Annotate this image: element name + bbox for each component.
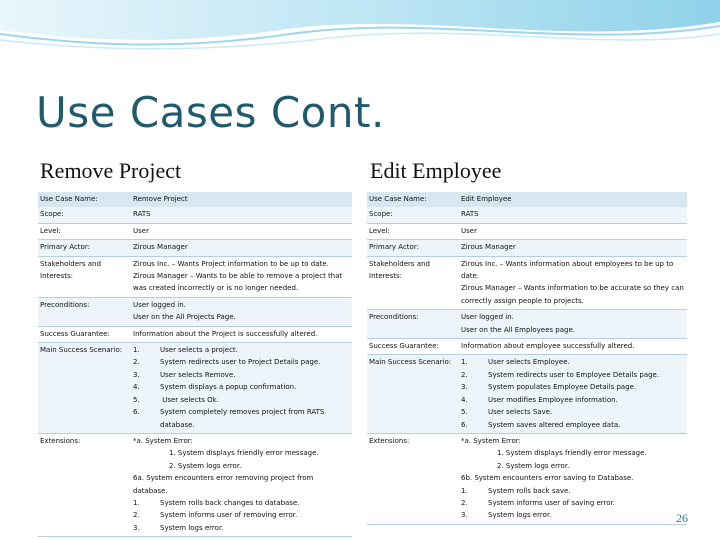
extension-step: 1. System rolls back save. <box>461 486 571 495</box>
page-number: 26 <box>676 511 688 525</box>
table-row <box>38 256 352 297</box>
field-value: User <box>131 223 352 239</box>
field-label: Extensions: <box>367 433 459 524</box>
field-value: Zirous Manager <box>459 240 687 256</box>
extension-step: 1. System displays friendly error message. <box>497 449 647 458</box>
field-label: Primary Actor: <box>367 240 459 256</box>
field-label: Preconditions: <box>38 297 131 326</box>
scenario-step: 6. System saves altered employee data. <box>461 420 621 429</box>
extension-step: 3. System logs error. <box>461 511 552 520</box>
field-label: Success Guarantee: <box>367 339 459 355</box>
stakeholder-text: Zirous Manager – Wants to be able to remove a project that was created incorrectly or is no longer needed. <box>133 272 343 293</box>
table-row <box>367 433 687 524</box>
field-label: Success Guarantee: <box>38 326 131 342</box>
extension-step: 2. System informs user of saving error. <box>461 498 616 507</box>
field-label: Scope: <box>38 207 131 223</box>
extension-step: 1. System displays friendly error message. <box>169 449 319 458</box>
field-value <box>131 297 352 326</box>
field-value: Information about employee successfully altered. <box>459 339 687 355</box>
scenario-step: 2. System redirects user to Project Details page. <box>133 358 321 367</box>
extension-step: 2. System logs error. <box>169 461 242 470</box>
table-row <box>367 207 687 223</box>
scenario-step: 6. System completely removes project from RATS database. <box>133 408 325 429</box>
field-label: Scope: <box>367 207 459 223</box>
extension-title: 6b. System encounters error saving to Database. <box>461 474 634 483</box>
edit-employee-heading: Edit Employee <box>370 158 502 183</box>
scenario-step: 4. User modifies Employee information. <box>461 395 618 404</box>
table-row <box>38 207 352 223</box>
scenario-step: 2. System redirects user to Employee Details page. <box>461 370 660 379</box>
precondition-text: User logged in. <box>133 300 186 309</box>
precondition-text: User on the All Employees page. <box>461 325 575 334</box>
field-value: RATS <box>131 207 352 223</box>
extension-step: 2. System informs user of removing error. <box>133 511 298 520</box>
table-row <box>38 240 352 256</box>
table-row <box>38 297 352 326</box>
field-label: Main Success Scenario: <box>367 355 459 433</box>
field-value <box>459 433 687 524</box>
table-row <box>367 223 687 239</box>
field-label: Use Case Name: <box>38 192 131 207</box>
field-label: Extensions: <box>38 433 131 536</box>
field-value: Edit Employee <box>459 192 687 207</box>
field-label: Stakeholders and Interests: <box>367 256 459 310</box>
precondition-text: User on the All Projects Page. <box>133 313 236 322</box>
field-label: Stakeholders and Interests: <box>38 256 131 297</box>
stakeholder-text: Zirous Inc. – Wants information about employees to be up to date. <box>461 259 674 281</box>
extension-title: *a. System Error: <box>133 436 193 445</box>
table-row <box>367 192 687 207</box>
field-value <box>131 433 352 536</box>
field-value <box>459 355 687 433</box>
field-value: Zirous Manager <box>131 240 352 256</box>
scenario-step: 5. User selects Ok. <box>133 395 219 404</box>
extension-step: 2. System logs error. <box>497 461 570 470</box>
field-value <box>459 256 687 310</box>
table-row <box>38 223 352 239</box>
table-row <box>367 339 687 355</box>
table-row <box>38 433 352 536</box>
field-label: Level: <box>367 223 459 239</box>
field-value: User <box>459 223 687 239</box>
extension-title: *a. System Error: <box>461 436 521 445</box>
extension-title: 6a. System encounters error removing project from database. <box>133 474 314 495</box>
table-row <box>38 326 352 342</box>
field-label: Main Success Scenario: <box>38 343 131 434</box>
scenario-step: 4. System displays a popup confirmation. <box>133 383 297 392</box>
edit-employee-table <box>367 192 687 525</box>
extension-step: 1. System rolls back changes to database. <box>133 498 300 507</box>
scenario-step: 5. User selects Save. <box>461 408 553 417</box>
field-value: Remove Project <box>131 192 352 207</box>
decorative-wave-banner <box>0 0 720 60</box>
slide-title: Use Cases Cont. <box>36 88 385 137</box>
field-value <box>131 343 352 434</box>
stakeholder-text: Zirous Inc. – Wants Project information to be up to date. <box>133 259 329 268</box>
field-value <box>459 310 687 339</box>
table-row <box>367 310 687 339</box>
scenario-step: 1. User selects a project. <box>133 346 238 355</box>
remove-project-table <box>38 192 352 537</box>
field-value: RATS <box>459 207 687 223</box>
field-label: Preconditions: <box>367 310 459 339</box>
precondition-text: User logged in. <box>461 313 514 322</box>
field-value <box>131 256 352 297</box>
scenario-step: 1. User selects Employee. <box>461 358 570 367</box>
stakeholder-text: Zirous Manager – Wants information to be accurate so they can correctly assign people to projects. <box>461 284 684 305</box>
extension-step: 3. System logs error. <box>133 523 224 532</box>
table-row <box>367 256 687 310</box>
table-row <box>38 192 352 207</box>
field-value: Information about the Project is successfully altered. <box>131 326 352 342</box>
scenario-step: 3. User selects Remove. <box>133 370 236 379</box>
scenario-step: 3. System populates Employee Details page. <box>461 383 637 392</box>
table-row <box>38 343 352 434</box>
field-label: Level: <box>38 223 131 239</box>
table-row <box>367 240 687 256</box>
remove-project-heading: Remove Project <box>40 158 182 183</box>
field-label: Use Case Name: <box>367 192 459 207</box>
table-row <box>367 355 687 433</box>
field-label: Primary Actor: <box>38 240 131 256</box>
